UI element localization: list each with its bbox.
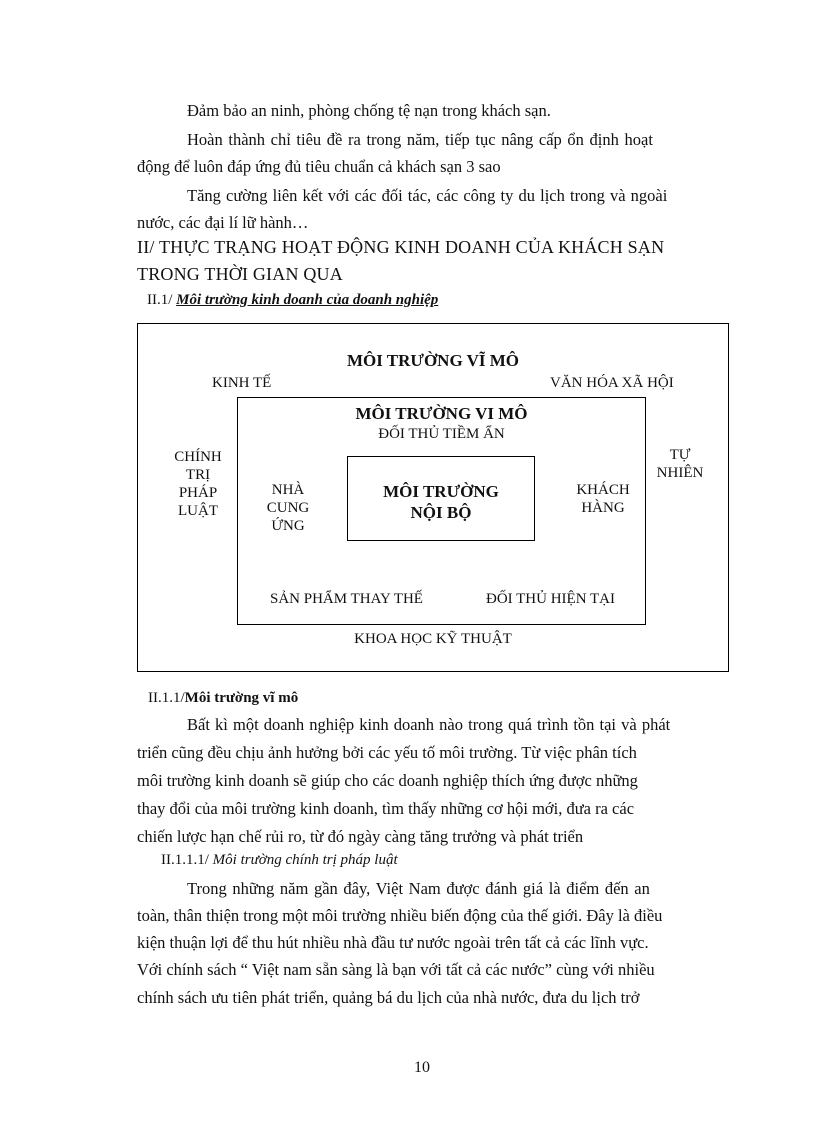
factor-current-competitors: ĐỐI THỦ HIỆN TẠI	[486, 591, 616, 607]
factor-suppliers	[255, 481, 321, 535]
page-number: 10	[414, 1059, 430, 1076]
subsection-heading-business-environment	[147, 292, 438, 309]
factor-customers-line: KHÁCH	[576, 482, 630, 498]
macro-paragraph-line: Bất kì một doanh nghiệp kinh doanh nào trong quá trình tồn tại và phát	[187, 715, 671, 734]
macro-paragraph-line: môi trường kinh doanh sẽ giúp cho các doanh nghiệp thích ứng được những	[137, 771, 638, 790]
factor-politics-law	[165, 448, 231, 520]
factor-customers-line: HÀNG	[581, 500, 625, 516]
factor-nature-line: NHIÊN	[656, 465, 704, 481]
factor-suppliers-line: ỨNG	[271, 518, 305, 534]
factor-culture-society: VĂN HÓA XÃ HỘI	[550, 375, 674, 391]
paragraph-partners-line1: Tăng cường liên kết với các đối tác, các công ty du lịch trong và ngoài	[187, 186, 668, 205]
subsection-heading-politics	[161, 852, 398, 869]
politics-paragraph-line: toàn, thân thiện trong một môi trường nhiều biến động của thế giới. Đây là điều	[137, 906, 663, 925]
paragraph-security: Đảm bảo an ninh, phòng chống tệ nạn trong khách sạn.	[187, 101, 551, 120]
micro-environment-title: MÔI TRƯỜNG VI MÔ	[355, 404, 528, 423]
macro-environment-title: MÔI TRƯỜNG VĨ MÔ	[346, 351, 520, 370]
subsection-title: Môi trường vĩ mô	[184, 690, 299, 706]
factor-suppliers-line: CUNG	[266, 500, 310, 516]
factor-nature	[648, 446, 712, 482]
section-heading-line1: II/ THỰC TRẠNG HOẠT ĐỘNG KINH DOANH CỦA KHÁCH SẠN	[137, 237, 665, 257]
internal-title-line: MÔI TRƯỜNG	[383, 482, 499, 501]
factor-politics-line: TRỊ	[185, 467, 211, 483]
politics-paragraph-line: Trong những năm gần đây, Việt Nam được đánh giá là điểm đến an	[187, 879, 650, 898]
factor-substitutes: SẢN PHẨM THAY THẾ	[270, 591, 423, 607]
factor-science-technology: KHOA HỌC KỸ THUẬT	[354, 631, 512, 647]
subsection-number: II.1.1.1/	[161, 852, 209, 868]
paragraph-partners-line2: nước, các đại lí lữ hành…	[137, 213, 309, 232]
subsection-title: Môi trường chính trị pháp luật	[212, 852, 398, 868]
subsection-number: II.1.1/	[148, 690, 185, 706]
macro-paragraph-line: chiến lược hạn chế rủi ro, từ đó ngày càng tăng trưởng và phát triển	[137, 827, 584, 846]
politics-paragraph-line: chính sách ưu tiên phát triển, quảng bá du lịch của nhà nước, đưa du lịch trở	[137, 988, 640, 1007]
subsection-number: II.1/	[147, 292, 173, 308]
factor-politics-line: CHÍNH	[174, 449, 222, 465]
factor-politics-line: PHÁP	[178, 485, 218, 501]
factor-potential-competitors: ĐỐI THỦ TIỀM ẨN	[378, 426, 505, 442]
macro-paragraph-line: triển cũng đều chịu ảnh hưởng bởi các yếu tố môi trường. Từ việc phân tích	[137, 743, 637, 762]
paragraph-targets-line1: Hoàn thành chỉ tiêu đề ra trong năm, tiếp tục nâng cấp ổn định hoạt	[187, 130, 653, 149]
section-heading-line2: TRONG THỜI GIAN QUA	[137, 264, 343, 284]
politics-paragraph-line: kiện thuận lợi để thu hút nhiều nhà đầu tư nước ngoài trên tất cả các lĩnh vực.	[137, 933, 649, 952]
internal-environment-title	[347, 481, 535, 523]
factor-suppliers-line: NHÀ	[271, 482, 305, 498]
factor-economy: KINH TẾ	[212, 375, 272, 391]
macro-paragraph-line: thay đổi của môi trường kinh doanh, tìm thấy những cơ hội mới, đưa ra các	[137, 799, 635, 818]
factor-politics-line: LUẬT	[178, 503, 218, 519]
internal-title-line: NỘI BỘ	[410, 503, 472, 522]
paragraph-targets-line2: động để luôn đáp ứng đủ tiêu chuẩn cả khách sạn 3 sao	[137, 157, 501, 176]
subsection-title: Môi trường kinh doanh của doanh nghiệp	[176, 292, 439, 308]
factor-customers	[565, 481, 641, 517]
politics-paragraph-line: Với chính sách “ Việt nam sẵn sàng là bạn với tất cả các nước” cùng với nhiều	[137, 960, 655, 979]
factor-nature-line: TỰ	[669, 447, 691, 463]
subsection-heading-macro	[148, 690, 298, 707]
